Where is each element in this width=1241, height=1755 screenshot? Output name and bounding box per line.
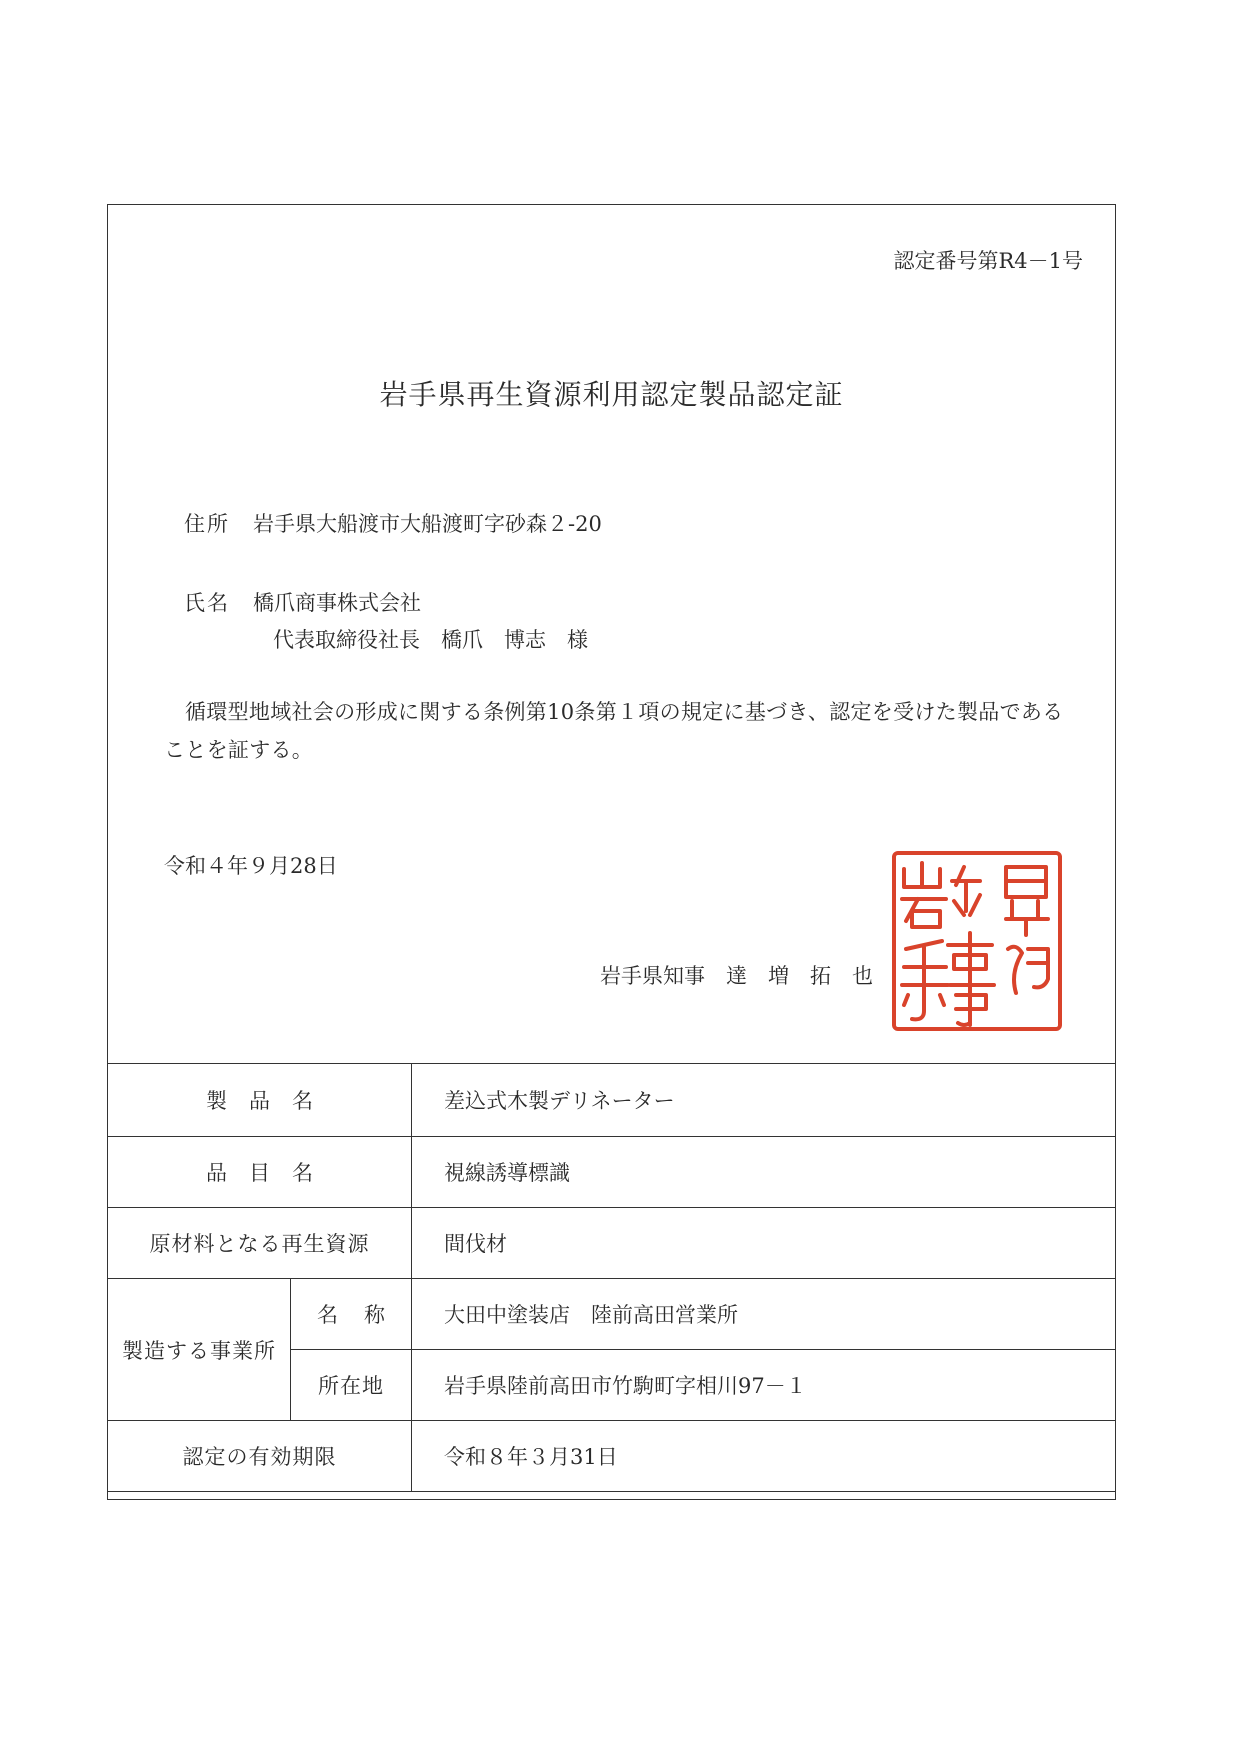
item-name-label: 品目名 xyxy=(108,1137,412,1208)
issue-date: 令和４年９月28日 xyxy=(164,854,338,878)
address-value: 岩手県大船渡市大船渡町字砂森２-20 xyxy=(253,512,602,536)
item-name-value: 視線誘導標識 xyxy=(412,1137,1116,1208)
table-row xyxy=(108,1064,1116,1137)
table-row xyxy=(108,1279,1116,1350)
validity-label: 認定の有効期限 xyxy=(108,1421,412,1492)
validity-value: 令和８年３月31日 xyxy=(412,1421,1116,1492)
facility-name-label: 名称 xyxy=(291,1279,412,1350)
product-name-value: 差込式木製デリネーター xyxy=(412,1064,1116,1137)
material-value: 間伐材 xyxy=(412,1208,1116,1279)
facility-label: 製造する事業所 xyxy=(108,1279,291,1421)
official-seal-icon xyxy=(888,845,1068,1035)
product-name-label: 製品名 xyxy=(108,1064,412,1137)
material-label: 原材料となる再生資源 xyxy=(108,1208,412,1279)
table-row xyxy=(108,1421,1116,1492)
facility-location-value: 岩手県陸前高田市竹駒町字相川97－１ xyxy=(412,1350,1116,1421)
issuer-name: 岩手県知事 達 増 拓 也 xyxy=(600,964,873,988)
document-title: 岩手県再生資源利用認定製品認定証 xyxy=(379,378,844,411)
facility-name-value: 大田中塗装店 陸前高田営業所 xyxy=(412,1279,1116,1350)
certification-details-table xyxy=(107,1063,1116,1492)
certificate-frame xyxy=(107,204,1116,1500)
address-label: 住所 xyxy=(184,512,230,536)
company-name: 橋爪商事株式会社 xyxy=(253,591,421,615)
representative-name: 代表取締役社長 橋爪 博志 様 xyxy=(273,628,588,652)
certificate-number: 認定番号第R4－1号 xyxy=(893,249,1083,273)
facility-location-label: 所在地 xyxy=(291,1350,412,1421)
table-row xyxy=(108,1208,1116,1279)
certification-statement: 循環型地域社会の形成に関する条例第10条第１項の規定に基づき、認定を受けた製品であることを証する。 xyxy=(164,700,1064,762)
table-row xyxy=(108,1137,1116,1208)
name-label: 氏名 xyxy=(184,591,230,615)
